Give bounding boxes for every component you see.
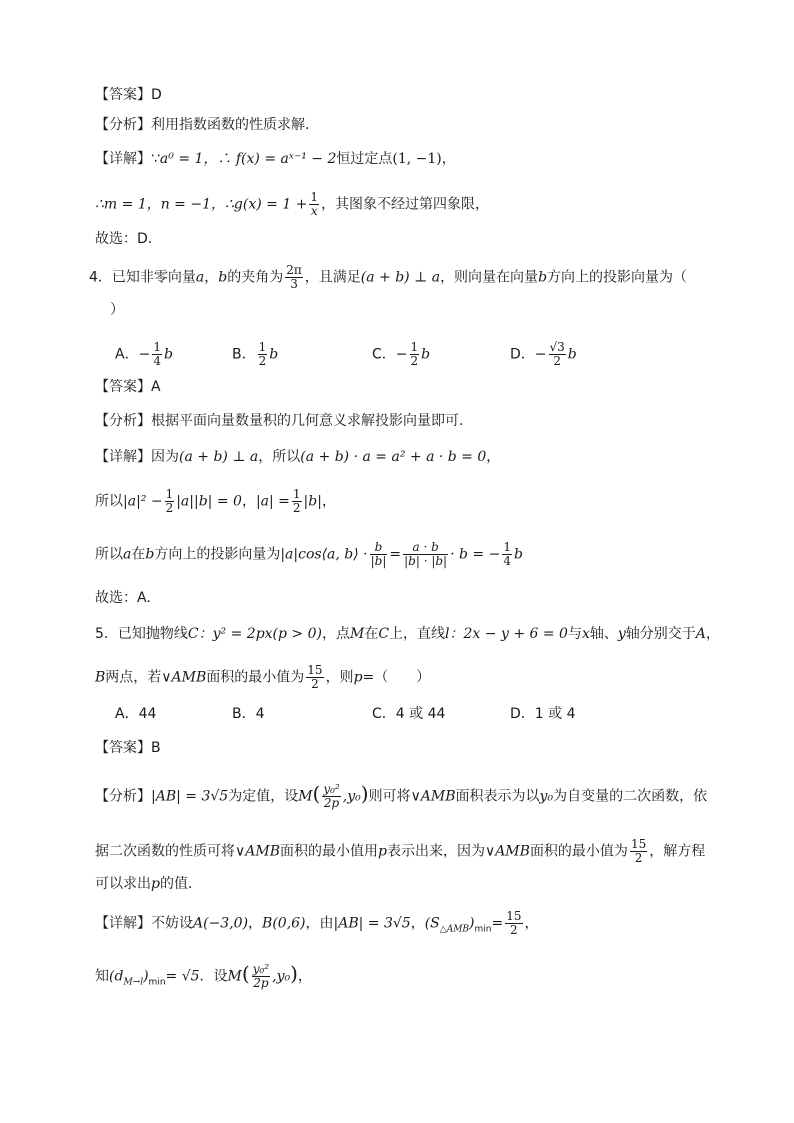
detail-tag: 【详解】 <box>95 151 151 167</box>
detail-line-5b: 知$(d_{M\to l})_{min}= √5$．设M( $\frac{\text{y₀²}}{2p}$ ,y₀)， <box>95 961 312 990</box>
question-4-stem-close: ） <box>110 302 124 318</box>
answer-tag: 【答案】 <box>95 87 151 103</box>
analysis-line-4: 【分析】根据平面向量数量积的几何意义求解投影向量即可. <box>95 413 464 429</box>
answer-line-3 <box>95 85 162 105</box>
option-b[interactable]: B．4 <box>232 706 265 722</box>
option-a[interactable]: A．− $\frac{1}{4}$ b <box>115 340 173 368</box>
answer-value: A <box>151 379 161 395</box>
math-point: (1, −1) <box>392 151 442 167</box>
answer-value: B <box>151 740 161 756</box>
math-expr: ∴m = 1，n = −1，∴g(x) = 1 + <box>95 196 308 213</box>
fraction: $\frac{1}{x}$ <box>310 190 319 218</box>
analysis-line-5a: 【分析】|AB| = 3√5为定值，设M( $\frac{\text{y₀²}}{2p}$ ,y₀)则可将∨AMB面积表示为以y₀为自变量的二次函数，依 <box>95 781 708 810</box>
detail-line-5a: 【详解】不妨设A(−3,0)，B(0,6)，由|AB| = 3√5，$(S_{\triangle AMB})_{min}=$ $\frac{15}{2}$ ， <box>95 909 539 937</box>
question-5-stem-2: B两点，若∨AMB面积的最小值为 $\frac{15}{2}$ ，则p=（ ） <box>95 663 431 691</box>
math-expr: a⁰ = 1，∴ f(x) = aˣ⁻¹ − 2 <box>159 151 337 167</box>
detail-line-4c: 所以a在b方向上的投影向量为|a|cos⟨a, b⟩ · $\frac{b}{|b|}$ = $\frac{a \cdot b}{|b| \cdot |b|}$ · b = − $\frac{1}{4}$ b <box>95 540 523 568</box>
analysis-line-3 <box>95 115 309 135</box>
detail-line-4a: 【详解】因为(a + b) ⊥ a，所以(a + b) · a = a² + a · b = 0， <box>95 449 501 465</box>
analysis-line-5b: 据二次函数的性质可将∨AMB面积的最小值用p表示出来，因为∨AMB面积的最小值为 $\frac{15}{2}$ ，解方程 <box>95 837 706 865</box>
analysis-tag: 【分析】 <box>95 117 151 133</box>
option-b[interactable]: B． $\frac{1}{2}$ b <box>232 340 279 368</box>
choose-line-4: 故选：A. <box>95 590 151 606</box>
detail-line-3a: 【详解】∵a⁰ = 1，∴ f(x) = aˣ⁻¹ − 2恒过定点(1, −1)， <box>95 151 456 167</box>
option-c[interactable]: C．− $\frac{1}{2}$ b <box>372 340 431 368</box>
choose-text: 故选：D. <box>95 231 153 247</box>
answer-line-5: 【答案】B <box>95 740 161 756</box>
option-a[interactable]: A．44 <box>115 706 157 722</box>
analysis-text: 利用指数函数的性质求解. <box>151 117 310 133</box>
detail-line-4b: 所以|a|² − $\frac{1}{2}$ |a||b| = 0，|a| = $\frac{1}{2}$ |b|， <box>95 487 336 515</box>
analysis-line-5c: 可以求出p的值. <box>95 876 193 892</box>
option-d[interactable]: D．− $\frac{√3}{2}$ b <box>510 340 577 368</box>
option-c[interactable]: C．4 或 44 <box>372 706 446 722</box>
detail-line-3b: ∴m = 1，n = −1，∴g(x) = 1 + $\frac{1}{x}$ ，其图象不经过第四象限， <box>95 190 490 218</box>
question-5-stem-1: 5．已知抛物线C：y² = 2px(p > 0)，点M在C上，直线l：2x − y + 6 = 0与x轴、y轴分别交于A， <box>95 626 720 642</box>
question-4-stem: 4．已知非零向量a，b的夹角为 $\frac{2\pi}{3}$ ，且满足(a + b) ⊥ a，则向量在向量b方向上的投影向量为（ <box>89 263 688 291</box>
angle-fraction: $\frac{2\pi}{3}$ <box>286 263 302 291</box>
answer-line-4: 【答案】A <box>95 379 161 395</box>
choose-line-3 <box>95 229 152 249</box>
option-d[interactable]: D．1 或 4 <box>510 706 576 722</box>
answer-value: D <box>151 87 162 103</box>
